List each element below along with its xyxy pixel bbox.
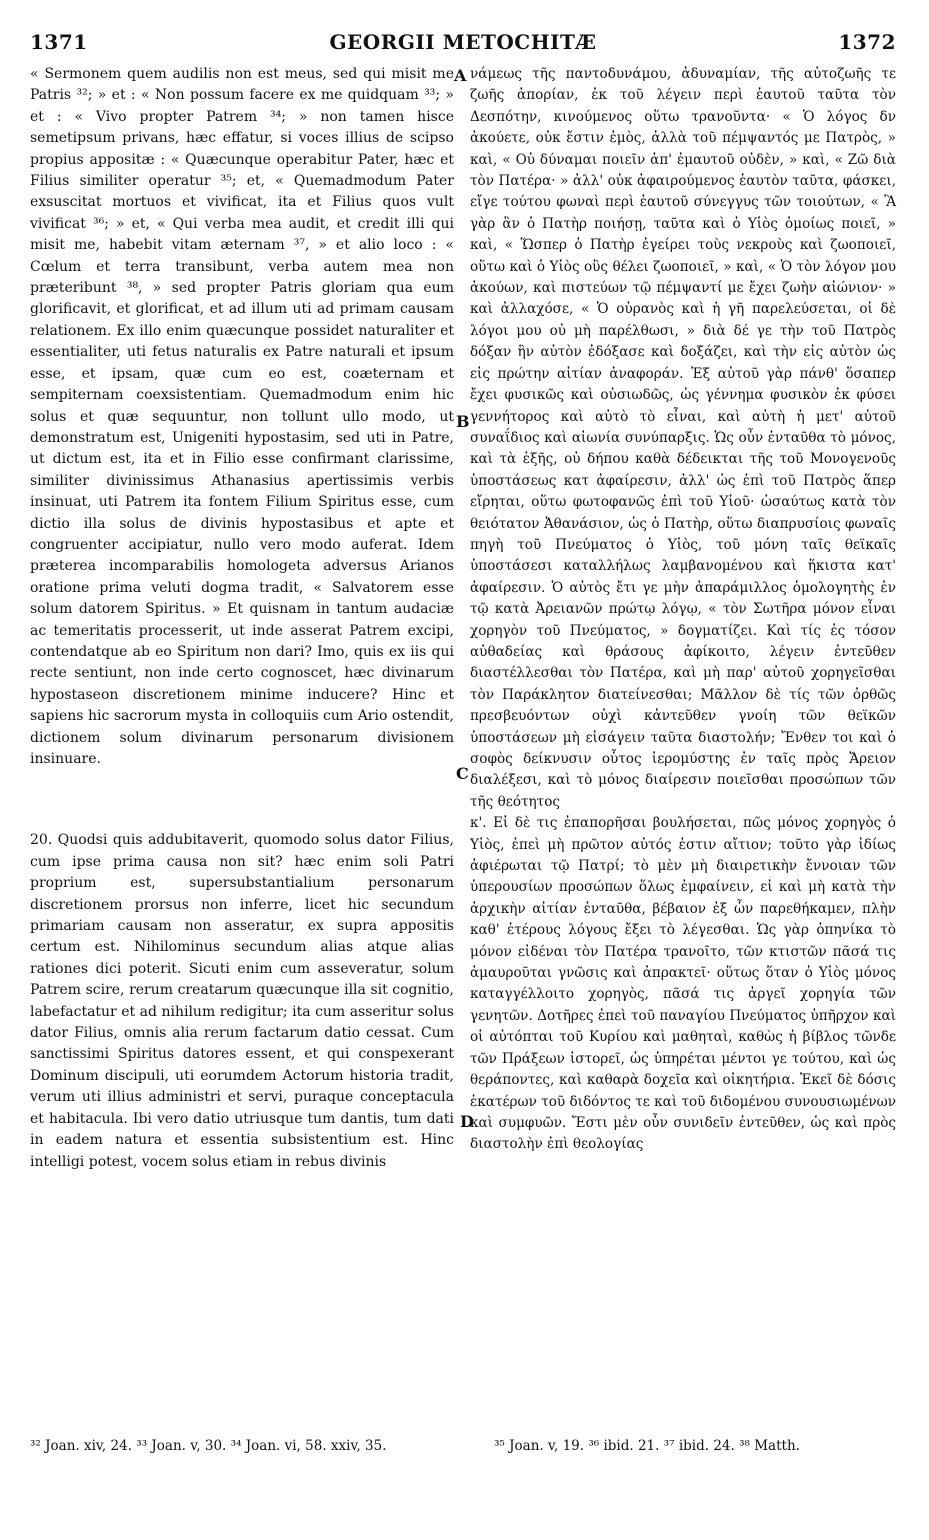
page-number-left: 1371	[30, 30, 88, 54]
running-header	[30, 30, 896, 60]
margin-letter-c: C	[456, 764, 469, 783]
margin-letter-b: B	[456, 412, 470, 431]
footnotes-greek: ³⁵ Joan. v, 19. ³⁶ ibid. 21. ³⁷ ibid. 24. ³⁸ Matth.	[494, 1438, 800, 1454]
greek-paragraph-1: νάμεως τῆς παντοδυνάμου, ἀδυναμίαν, τῆς αὐτοζωῆς τε ζωῆς ἀπορίαν, ἐκ τοῦ λέγειν περὶ ἑαυτοῦ ταῦτα τὸν Δεσπότην, κινούμενος οὕτω τρανοῦντα· « Ὁ λόγος δν ἀκούετε, οὐκ ἔστιν ἐμὸς, ἀλλὰ τοῦ πέμψαντός με Πατρὸς, » καὶ, « Οὐ δύναμαι ποιεῖν ἀπ' ἐμαυτοῦ οὐδὲν, » καὶ, « Ζῶ διὰ τὸν Πατέρα· » ἀλλ' οὐκ ἀφαιρούμενος ἑαυτὸν ταῦτα, φάσκει, εἴγε τούτου φωναὶ περὶ ἑαυτοῦ σύνεγγυς τῶν τοιούτων, « Ἃ γὰρ ἂν ὁ Πατὴρ ποιήσῃ, ταῦτα καὶ ὁ Υἱὸς ὁμοίως ποιεῖ, » καὶ, « Ὥσπερ ὁ Πατὴρ ἐγείρει τοὺς νεκροὺς καὶ ζωοποιεῖ, οὕτω καὶ ὁ Υἱὸς οὓς θέλει ζωοποιεῖ, » καὶ, « Ὁ τὸν λόγον μου ἀκούων, καὶ πιστεύων τῷ πέμψαντί με ἔχει ζωὴν αἰώνιον· » καὶ ἀλλαχόσε, « Ὁ οὐρανὸς καὶ ἡ γῆ παρελεύσεται, οἱ δὲ λόγοι μου οὐ μὴ παρέλθωσι, » διὰ δέ γε τὴν τοῦ Πατρὸς δόξαν ἣν αὐτὸν ἐδόξασε καὶ δοξάζει, καὶ τὴν εἰς αὐτὸν ὡς εἰς πρώτην αἰτίαν ἀναφοράν. Ἐξ αὐτοῦ γὰρ πάνθ' ὅσαπερ ἔχει φυσικῶς καὶ οὐσιωδῶς, ὡς γέννημα φυσικὸν ἐκ φύσει γεννήτορος καὶ αὐτὸ τὸ εἶναι, καὶ αὐτὴ ἡ μετ' αὐτοῦ συναΐδιος καὶ αἰωνία συνύπαρξις. Ὡς οὖν ἐνταῦθα τὸ μόνος, καὶ τὰ ἑξῆς, οὐ δήπου καθὰ δέδεικται τῆς τοῦ Μονογενοῦς ὑποστάσεως κατ ἀφαίρεσιν, ἀλλ' ὡς ἐπὶ τοῦ Πατρὸς ἅπερ εἴρηται, οὕτω φωτοφανῶς ἐπὶ τοῦ Υἱοῦ· ὡσαύτως κατὰ τὸν θειότατον Ἀθανάσιον, ὡς ὁ Πατὴρ, οὕτω διαπρυσίοις φωναῖς πηγὴ τοῦ Πνεύματος ὁ Υἱὸς, τοῦ μόνη ταῖς θεϊκαῖς ὑποστάσεσι καταλλήλως λαμβανομένου καὶ ἥκιστα κατ' ἀφαίρεσιν. Ὁ αὐτὸς ἔτι γε μὴν ἀπαράμιλλος ὁμολογητὴς ἐν τῷ κατὰ Ἀρειανῶν πρώτῳ λόγῳ, « τὸν Σωτῆρα μόνον εἶναι χορηγὸν τοῦ Πνεύματος, » δογματίζει. Καὶ τίς ἐς τόσον αὐθαδείας καὶ θράσους ἀφίκοιτο, λέγειν ἐντεῦθεν διαστέλλεσθαι τὸν Πατέρα, καὶ μὴ παρ' αὐτοῦ χορηγεῖσθαι τὸν Παράκλητον διατείνεσθαι; Μᾶλλον δὲ τίς τῶν ὀρθῶς πρεσβευόντων οὐχὶ κἀντεῦθεν γνοίη τῶν θεϊκῶν ὑποστάσεων μὴ εἰσάγειν ταῦτα διαστολήν; Ἔνθεν τοι καὶ ὁ σοφὸς δείκνυσιν οὗτος ἱερομύστης ἐν ταῖς πρὸς Ἄρειον διαλέξεσι, καὶ τὸ μόνος διαίρεσιν ποιεῖσθαι προσώπων τῶν τῆς θεότητος	[470, 66, 896, 810]
margin-letter-a: A	[454, 66, 467, 85]
greek-paragraph-2: κ'. Εἰ δὲ τις ἐπαπορῆσαι βουλήσεται, πῶς μόνος χορηγὸς ὁ Υἱὸς, ἐπεὶ μὴ πρῶτον αὐτός ἐστιν αἴτιον; τοῦτο γὰρ ἰδίως ἀφιέρωται τῷ Πατρί; τὸ μὲν μὴ διαιρετικὴν ἔννοιαν τῶν ὑπερουσίων προσώπων ὅλως ἐμφαίνειν, εἰ καὶ μὴ κατὰ τὴν ἀρχικὴν αἰτίαν ἐνταῦθα, βέβαιον ἐξ ὧν παρεθήκαμεν, πλὴν καθ' ἑτέρους λόγους ἔξει τὸ λέγεσθαι. Ὡς γὰρ ὁπηνίκα τὸ μόνον εἰδέναι τὸν Πατέρα τρανοῖτο, τῶν κτιστῶν πᾶσά τις ἀμαυροῦται γνῶσις καὶ ἀπρακτεῖ· οὕτως ὅταν ὁ Υἱὸς μόνος καταγγέλλοιτο χορηγὸς, πᾶσά τις ἀργεῖ χορηγία τῶν γενητῶν. Δοτῆρες ἐπεὶ τοῦ παναγίου Πνεύματος ὑπῆρχον καὶ οἱ αὐτόπται τοῦ Κυρίου καὶ μαθηταὶ, καθὼς ἡ βίβλος τῶνδε τῶν Πράξεων ἱστορεῖ, ὡς ὑπηρέται μέντοι γε τούτου, καὶ ὡς θεράποντες, καὶ καθαρὰ δοχεῖα καὶ οἰκητήρια. Ἐκεῖ δὲ δόσις ἑκατέρων τοῦ διδόντος τε καὶ τοῦ διδομένου συνουσιωμένων καὶ συμφυῶν. Ἔστι μὲν οὖν συνιδεῖν ἐντεῦθεν, ὡς καὶ πρὸς διαστολὴν ἐπὶ θεολογίας	[470, 815, 896, 1153]
greek-column	[470, 64, 896, 1156]
page-number-right: 1372	[838, 30, 896, 54]
margin-letter-d: D	[460, 1112, 474, 1131]
running-title: GEORGII METOCHITÆ	[329, 30, 597, 54]
latin-paragraph-1: « Sermonem quem audilis non est meus, sed qui misit me Patris ³²; » et : « Non possum facere ex me quidquam ³³; » et : « Vivo propter Patrem ³⁴; » non tamen hisce semetipsum privans, hæc effatur, si voces illius de scipso propius appositæ : « Quæcunque operabitur Pater, hæc et Filius similiter operatur ³⁵; et, « Quemadmodum Pater exsuscitat mortuos et vivificat, ita et Filius quos vult vivificat ³⁶; » et, « Qui verba mea audit, et credit illi qui misit me, habebit vitam æternam ³⁷, » et alio loco : « Cœlum et terra transibunt, verba autem mea non præteribunt ³⁸, » sed propter Patris gloriam qua eum glorificavit, et glorificat, et ad illum uti ad primam causam relationem. Ex illo enim quæcunque possidet naturaliter et essentialiter, uti fetus naturalis ex Patre naturali et ipsum esse, et ipsam, quæ cum eo est, coæternam et sempiternam coexsistentiam. Quemadmodum enim hic solus et quæ sequuntur, non tollunt ullo modo, ut demonstratum est, Unigeniti hypostasim, sed uti in Patre, ut dictum est, ita et in Filio esse confirmant clarissime, similiter divinissimus Athanasius apertissimis verbis insinuat, uti Patrem ita fontem Filium Spiritus esse, cum dictio illa solus de divinis hypostasibus et apte et congruenter accipiatur, nullo vero modo auferat. Idem præterea incomparabilis homologeta adversus Arianos oratione prima veluti dogma tradit, « Salvatorem esse solum datorem Spiritus. » Et quisnam in tantum audaciæ ac temeritatis processerit, ut inde asserat Patrem excipi, contendatque ab eo Spiritum non dari? Imo, quis ex iis qui recte sentiunt, non inde certo cognoscet, hæc divinarum hypostaseon discretionem minime inducere? Hinc et sapiens hic sacrorum mysta in colloquiis cum Ario ostendit, dictionem solum divinarum personarum divisionem insinuare.	[30, 66, 454, 767]
latin-column	[30, 64, 454, 1173]
footnotes-latin: ³² Joan. xiv, 24. ³³ Joan. v, 30. ³⁴ Joan. vi, 58. xxiv, 35.	[30, 1438, 387, 1454]
paragraph-gap	[30, 770, 454, 830]
latin-paragraph-2: 20. Quodsi quis addubitaverit, quomodo solus dator Filius, cum ipse prima causa non sit? hæc enim soli Patri proprium est, supersubstantialium personarum discretionem prorsus non inferre, licet hic secundum primariam causam non asseratur, ex supra appositis certum est. Nihilominus secundum alias atque alias rationes dici poterit. Sicuti enim cum asseveratur, solum Patrem scire, rerum creatarum quæcunque illa sit cognitio, labefactatur et ad nihilum redigitur; ita cum asseritur solus dator Filius, omnis alia rerum factarum datio cessat. Cum sanctissimi Spiritus datores essent, et qui conspexerant Dominum discipuli, uti eorumdem Actorum historia tradit, verum uti illius administri et servi, puraque conceptacula et habitacula. Ibi vero datio utriusque tum dantis, tum dati in eadem natura et essentia subsistentium est. Hinc intelligi potest, vocem solus etiam in rebus divinis	[30, 832, 454, 1170]
